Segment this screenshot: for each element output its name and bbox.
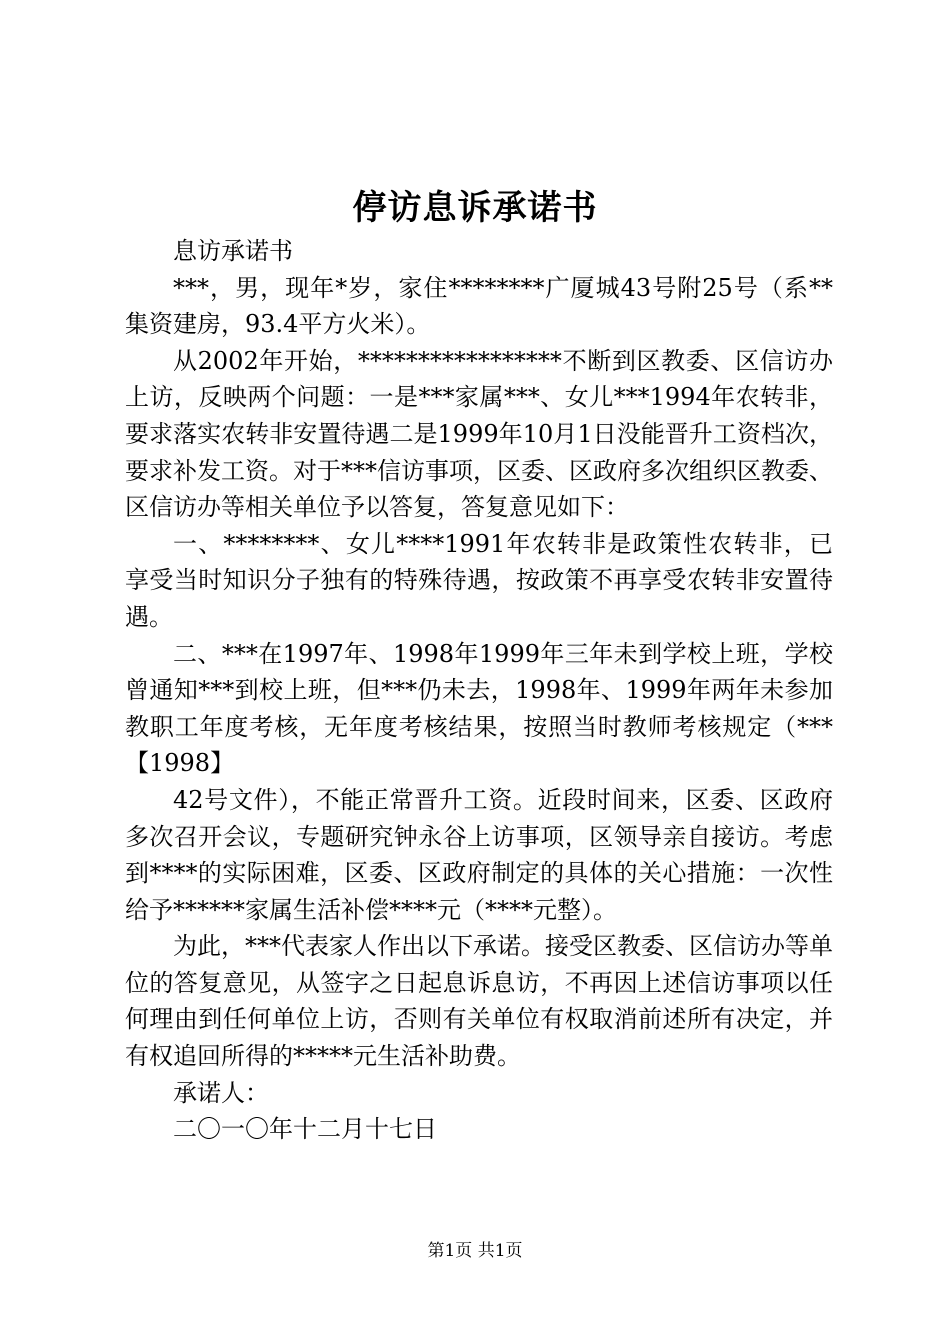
document-date: 二〇一〇年十二月十七日 — [173, 1115, 437, 1144]
signature-label: 承诺人： — [173, 1078, 269, 1107]
document-title: 停访息诉承诺书 — [352, 188, 598, 228]
document-body — [125, 233, 833, 1148]
page-footer: 第1页 共1页 — [427, 1241, 523, 1261]
paragraph-background: 从2002年开始，*****************不断到区教委、区信访办上访，反映两个问题：一是***家属***、女儿***1994年农转非，要求落实农转非安置待遇二是1999年10月1日没能晋升工资档次，要求补发工资。对于***信访事项，区委、区政府多次组织区教委、区信访办等相关单位予以答复，答复意见如下： — [125, 346, 833, 522]
paragraph-heading: 息访承诺书 — [173, 237, 293, 265]
paragraph-reply-two-continued: 42号文件），不能正常晋升工资。近段时间来，区委、区政府多次召开会议，专题研究钟永谷上访事项，区领导亲自接访。考虑到****的实际困难，区委、区政府制定的具体的关心措施：一次性给予******家属生活补偿****元（****元整）。 — [125, 785, 833, 924]
paragraph-commitment: 为此，***代表家人作出以下承诺。接受区教委、区信访办等单位的答复意见，从签字之日起息诉息访，不再因上述信访事项以任何理由到任何单位上访，否则有关单位有权取消前述所有决定，并有权追回所得的*****元生活补助费。 — [125, 932, 833, 1071]
paragraph-reply-two: 二、***在1997年、1998年1999年三年未到学校上班，学校曾通知***到校上班，但***仍未去，1998年、1999年两年未参加教职工年度考核，无年度考核结果，按照当时教师考核规定（***【1998】 — [125, 639, 833, 778]
paragraph-reply-one: 一、********、女儿****1991年农转非是政策性农转非，已享受当时知识分子独有的特殊待遇，按政策不再享受农转非安置待遇。 — [125, 529, 833, 631]
paragraph-identity: ***，男，现年*岁，家住********广厦城43号附25号（系**集资建房，93.4平方火米）。 — [125, 273, 833, 339]
